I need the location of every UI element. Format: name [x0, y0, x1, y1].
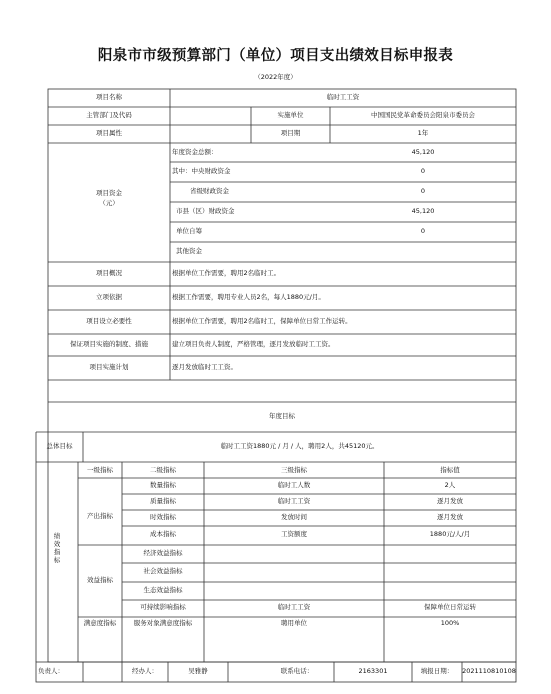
necessity-value: 根据单位工作需要，聘用2名临时工，保障单位日常工作运转。 — [172, 317, 352, 325]
indicator-l3: 临时工工资 — [277, 603, 311, 611]
header-l3: 三级指标 — [281, 466, 307, 474]
year-label: （2022年度） — [254, 73, 297, 81]
fund-item-label: 其中：中央财政资金 — [172, 167, 231, 175]
fund-item-value: 45,120 — [411, 148, 435, 156]
handler-label: 经办人： — [132, 667, 158, 675]
period-value: 1年 — [417, 129, 429, 137]
indicator-value: 2人 — [444, 481, 456, 489]
indicator-value: 1880元/人/月 — [429, 530, 471, 538]
fund-item-label: 单位自筹 — [176, 227, 202, 235]
indicator-l2: 数量指标 — [150, 481, 176, 489]
impl-value: 中国国民党革命委员会阳泉市委员会 — [371, 111, 475, 119]
header-l2: 二级指标 — [150, 466, 176, 474]
necessity-label: 项目设立必要性 — [86, 317, 132, 325]
satisfaction-label: 满意度指标 — [83, 619, 117, 627]
project-name-label: 项目名称 — [96, 93, 122, 101]
indicator-l2: 可持续影响指标 — [140, 603, 186, 611]
leader-label: 负责人： — [38, 667, 64, 675]
basis-label: 立项依据 — [96, 293, 122, 301]
indicator-l2: 质量指标 — [150, 497, 176, 505]
annual-header: 年度目标 — [269, 412, 295, 420]
phone-value: 2163301 — [358, 667, 388, 675]
indicator-l3: 工资额度 — [281, 530, 307, 538]
output-label: 产出指标 — [87, 512, 113, 520]
indicator-l2: 时效指标 — [150, 513, 176, 521]
impl-label: 实施单位 — [277, 111, 304, 119]
period-label: 项目期 — [280, 129, 301, 137]
dept-label: 主管部门及代码 — [86, 111, 132, 119]
plan-label: 项目实施计划 — [89, 363, 129, 371]
indicator-l2: 生态效益指标 — [143, 586, 183, 594]
indicator-value: 100% — [440, 619, 460, 627]
date-value: 2021110810108 — [462, 667, 516, 675]
phone-label: 联系电话： — [280, 667, 314, 675]
indicator-l2: 经济效益指标 — [143, 549, 183, 557]
overview-label: 项目概况 — [96, 269, 122, 277]
project-name-value: 临时工工资 — [326, 93, 360, 101]
fund-item-value: 0 — [420, 167, 426, 175]
fund-item-label: 其他资金 — [176, 247, 202, 255]
system-value: 建立项目负责人制度，严格管理，逐月发放临时工工资。 — [172, 340, 335, 348]
indicator-l3: 发放时间 — [281, 513, 307, 521]
plan-value: 逐月发放临时工工资。 — [172, 363, 237, 371]
system-label: 保证项目实施的制度、措施 — [70, 340, 148, 348]
attr-label: 项目属性 — [96, 129, 122, 137]
fund-label: 项目资金 — [96, 189, 122, 197]
fund-item-value: 0 — [420, 187, 426, 195]
effect-label: 效益指标 — [87, 576, 113, 584]
handler-value: 吴雅静 — [188, 667, 208, 675]
indicator-l2: 服务对象满意度指标 — [133, 619, 193, 627]
basis-value: 根据工作需要，聘用专业人员2名，每人1880元/月。 — [172, 293, 325, 301]
page-title: 阳泉市市级预算部门（单位）项目支出绩效目标申报表 — [97, 48, 454, 64]
overview-value: 根据单位工作需要，聘用2名临时工。 — [172, 269, 281, 277]
date-label: 填报日期： — [420, 667, 454, 675]
overall-label: 总体目标 — [46, 442, 73, 450]
indicator-l3: 聘用单位 — [281, 619, 307, 627]
fund-item-value: 0 — [420, 227, 426, 235]
indicator-l2: 社会效益指标 — [143, 567, 183, 575]
fund-item-label: 年度资金总额： — [172, 148, 218, 156]
fund-unit: （元） — [99, 199, 119, 207]
overall-value: 临时工工资1880元 / 月 / 人，聘用2人，共45120元。 — [220, 442, 379, 450]
indicator-l2: 成本指标 — [150, 530, 176, 538]
header-l1: 一级指标 — [87, 466, 113, 474]
indicator-l3: 临时工工资 — [277, 497, 311, 505]
indicator-value: 保障单位日常运转 — [424, 603, 476, 611]
perf-label: 绩 效 指 标 — [53, 532, 61, 565]
header-val: 指标值 — [440, 466, 460, 474]
indicator-value: 逐月发放 — [437, 497, 463, 505]
fund-item-label: 省级财政资金 — [190, 187, 229, 195]
fund-item-value: 45,120 — [411, 207, 435, 215]
indicator-value: 逐月发放 — [437, 513, 463, 521]
fund-item-label: 市县（区）财政资金 — [176, 207, 235, 215]
indicator-l3: 临时工人数 — [277, 481, 311, 489]
